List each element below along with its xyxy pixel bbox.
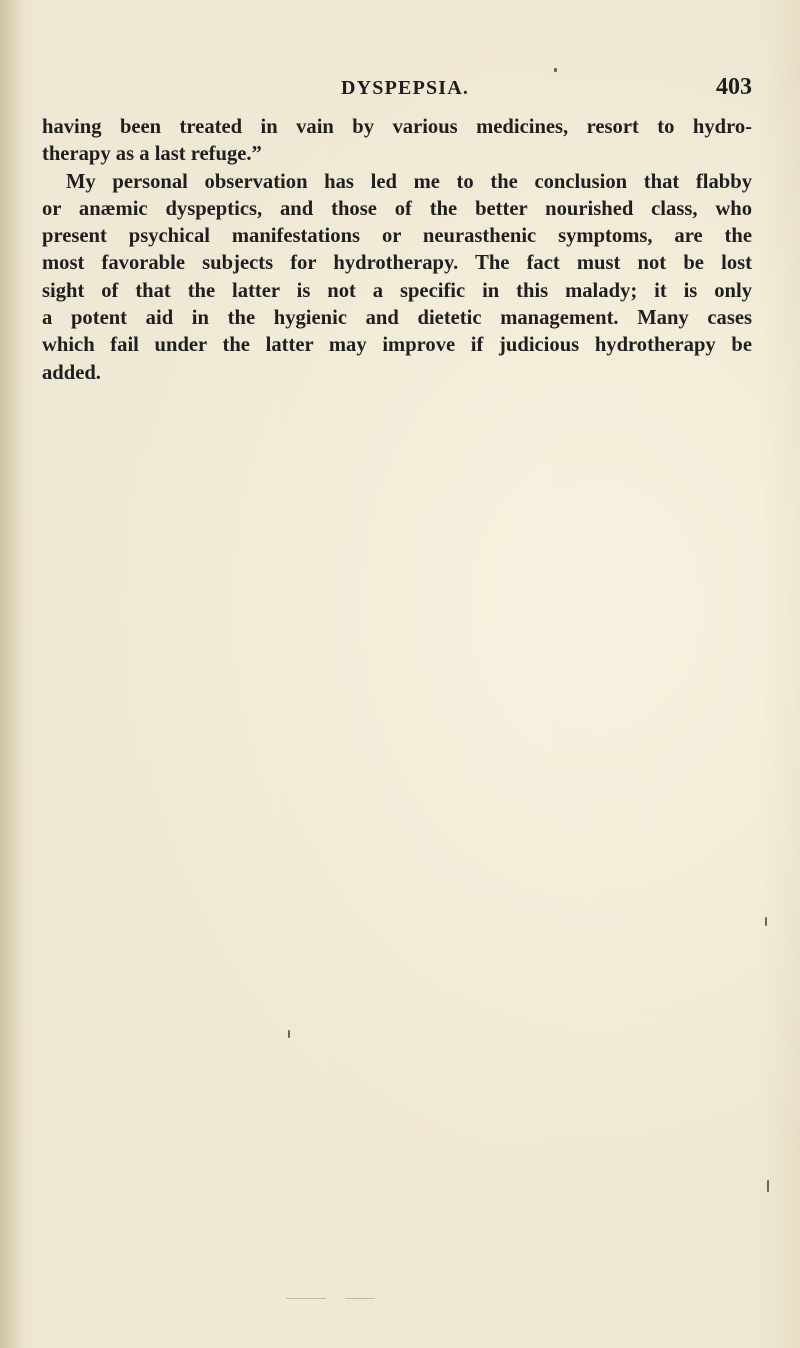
paper-speck xyxy=(288,1030,290,1038)
text-line: having been treated in vain by various medicines, resort to hydro- xyxy=(42,116,752,138)
page-number: 403 xyxy=(716,74,752,100)
text-line: most favorable subjects for hydrotherapy. The fact must not be lost xyxy=(42,252,752,275)
text-line: present psychical manifestations or neurasthenic symptoms, are the xyxy=(42,225,752,248)
text-line: which fail under the latter may improve if judicious hydrotherapy be xyxy=(42,334,752,357)
text-line: My personal observation has led me to the conclusion that flabby xyxy=(66,170,752,193)
paper-speck xyxy=(765,917,767,926)
paper-speck xyxy=(345,1298,375,1299)
body-text xyxy=(42,114,752,387)
running-title: DYSPEPSIA. xyxy=(341,77,470,99)
spine-shadow xyxy=(0,0,26,1348)
running-head xyxy=(42,74,762,103)
text-line: therapy as a last refuge.” xyxy=(42,143,262,166)
paper-speck xyxy=(286,1298,326,1299)
paragraph-continuation xyxy=(42,114,752,169)
paper-speck xyxy=(767,1180,769,1192)
text-line: a potent aid in the hygienic and dietetic management. Many cases xyxy=(42,307,752,330)
text-line: added. xyxy=(42,361,101,384)
paragraph-observation xyxy=(42,169,752,387)
text-line: or anæmic dyspeptics, and those of the better nourished class, who xyxy=(42,197,752,220)
text-line: sight of that the latter is not a specific in this malady; it is only xyxy=(42,279,752,302)
paper-speck xyxy=(554,68,557,72)
